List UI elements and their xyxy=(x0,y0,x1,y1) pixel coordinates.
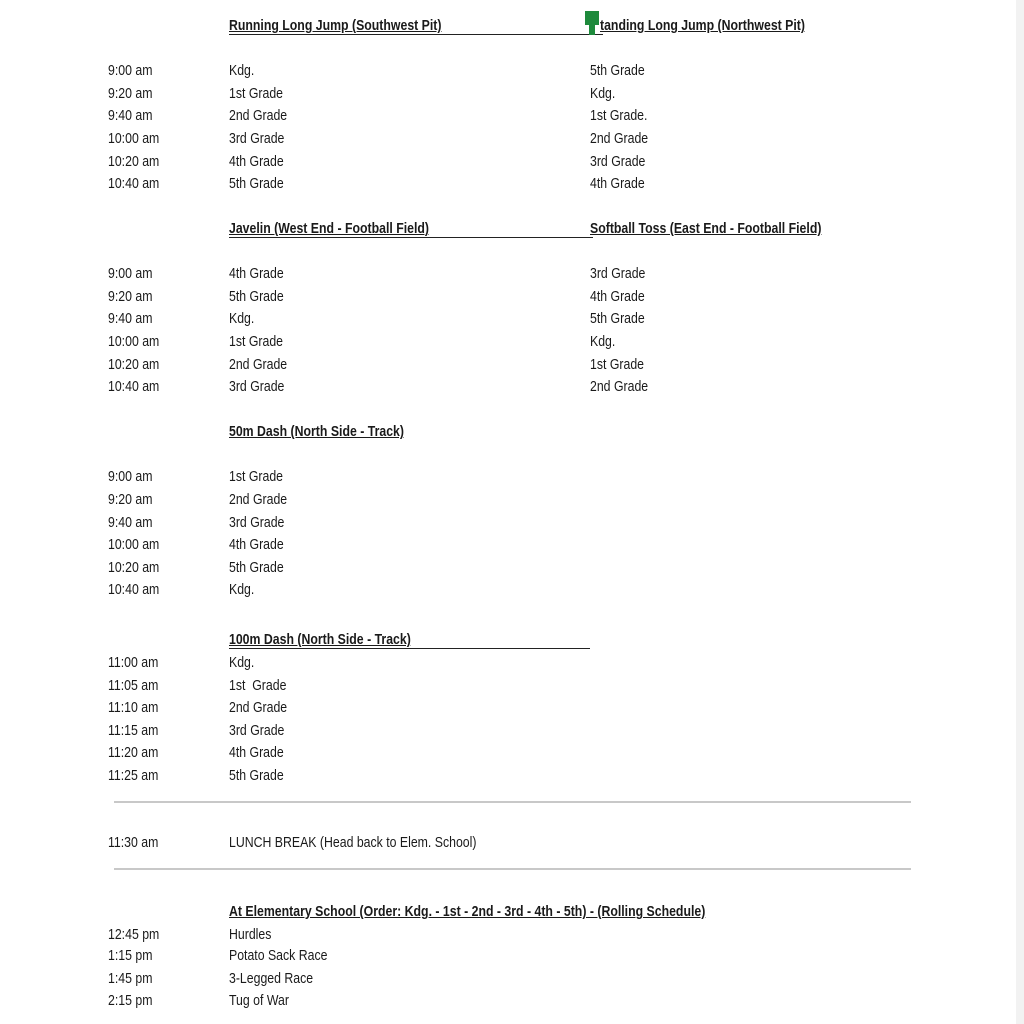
grade-cell: 5th Grade xyxy=(229,767,284,784)
grade-cell: 2nd Grade xyxy=(590,378,649,395)
grade-cell: 2nd Grade xyxy=(229,491,288,508)
time-cell: 10:20 am xyxy=(108,153,160,170)
grade-cell: Kdg. xyxy=(229,310,255,327)
time-cell: 10:00 am xyxy=(108,130,160,147)
time-cell: 2:15 pm xyxy=(108,992,153,1009)
event-cell: 3-Legged Race xyxy=(229,970,314,987)
grade-cell: 5th Grade xyxy=(229,559,284,576)
event-cell: Potato Sack Race xyxy=(229,947,328,964)
running-long-jump-heading: Running Long Jump (Southwest Pit) xyxy=(229,17,442,34)
lunch-time: 11:30 am xyxy=(108,834,159,851)
grade-cell: Kdg. xyxy=(229,62,255,79)
grade-cell: 3rd Grade xyxy=(590,265,646,282)
heading-underline xyxy=(229,237,593,238)
grade-cell: 2nd Grade xyxy=(229,699,288,716)
dash-100m-heading: 100m Dash (North Side - Track) xyxy=(229,631,411,648)
horizontal-rule xyxy=(114,868,911,870)
grade-cell: 4th Grade xyxy=(590,288,645,305)
grade-cell: Kdg. xyxy=(590,333,616,350)
grade-cell: 1st Grade. xyxy=(590,107,648,124)
grade-cell: 1st Grade xyxy=(229,333,284,350)
time-cell: 11:25 am xyxy=(108,767,159,784)
time-cell: 11:00 am xyxy=(108,654,159,671)
grade-cell: 3rd Grade xyxy=(229,514,285,531)
grade-cell: 2nd Grade xyxy=(590,130,649,147)
time-cell: 10:20 am xyxy=(108,559,160,576)
elementary-heading: At Elementary School (Order: Kdg. - 1st - 2nd - 3rd - 4th - 5th) - (Rolling Schedule) xyxy=(229,903,706,920)
grade-cell: 3rd Grade xyxy=(590,153,646,170)
time-cell: 10:40 am xyxy=(108,378,160,395)
softball-toss-heading: Softball Toss (East End - Football Field) xyxy=(590,220,822,237)
grade-cell: 4th Grade xyxy=(229,744,284,761)
time-cell: 1:15 pm xyxy=(108,947,153,964)
time-cell: 10:00 am xyxy=(108,536,160,553)
grade-cell: 3rd Grade xyxy=(229,130,285,147)
time-cell: 9:20 am xyxy=(108,288,153,305)
grade-cell: Kdg. xyxy=(229,581,255,598)
time-cell: 11:20 am xyxy=(108,744,159,761)
time-cell: 11:15 am xyxy=(108,722,159,739)
page-edge xyxy=(1016,0,1024,1024)
grade-cell: 1st Grade xyxy=(229,85,284,102)
time-cell: 9:20 am xyxy=(108,85,153,102)
grade-cell: 2nd Grade xyxy=(229,107,288,124)
event-cell: Tug of War xyxy=(229,992,289,1009)
time-cell: 10:20 am xyxy=(108,356,160,373)
time-cell: 9:20 am xyxy=(108,491,153,508)
javelin-heading: Javelin (West End - Football Field) xyxy=(229,220,430,237)
grade-cell: 4th Grade xyxy=(590,175,645,192)
text-cursor-icon xyxy=(585,11,599,25)
horizontal-rule xyxy=(114,801,911,803)
time-cell: 9:00 am xyxy=(108,265,153,282)
grade-cell: 5th Grade xyxy=(229,175,284,192)
time-cell: 10:40 am xyxy=(108,581,160,598)
event-cell: Hurdles xyxy=(229,926,272,943)
grade-cell: 1st Grade xyxy=(229,677,287,694)
heading-underline xyxy=(229,648,590,649)
lunch-label: LUNCH BREAK (Head back to Elem. School) xyxy=(229,834,477,851)
grade-cell: 3rd Grade xyxy=(229,378,285,395)
time-cell: 10:40 am xyxy=(108,175,160,192)
time-cell: 11:05 am xyxy=(108,677,159,694)
grade-cell: 4th Grade xyxy=(229,536,284,553)
grade-cell: 4th Grade xyxy=(229,153,284,170)
grade-cell: Kdg. xyxy=(590,85,616,102)
grade-cell: 5th Grade xyxy=(590,310,645,327)
grade-cell: 1st Grade xyxy=(229,468,284,485)
time-cell: 12:45 pm xyxy=(108,926,160,943)
time-cell: 9:40 am xyxy=(108,310,153,327)
time-cell: 11:10 am xyxy=(108,699,159,716)
standing-long-jump-heading: tanding Long Jump (Northwest Pit) xyxy=(600,17,805,34)
grade-cell: 1st Grade xyxy=(590,356,645,373)
grade-cell: 5th Grade xyxy=(590,62,645,79)
grade-cell: 4th Grade xyxy=(229,265,284,282)
time-cell: 9:00 am xyxy=(108,468,153,485)
time-cell: 10:00 am xyxy=(108,333,160,350)
grade-cell: Kdg. xyxy=(229,654,255,671)
time-cell: 9:40 am xyxy=(108,107,153,124)
dash-50m-heading: 50m Dash (North Side - Track) xyxy=(229,423,404,440)
grade-cell: 3rd Grade xyxy=(229,722,285,739)
time-cell: 1:45 pm xyxy=(108,970,153,987)
time-cell: 9:00 am xyxy=(108,62,153,79)
grade-cell: 2nd Grade xyxy=(229,356,288,373)
heading-underline xyxy=(229,34,603,35)
grade-cell: 5th Grade xyxy=(229,288,284,305)
time-cell: 9:40 am xyxy=(108,514,153,531)
